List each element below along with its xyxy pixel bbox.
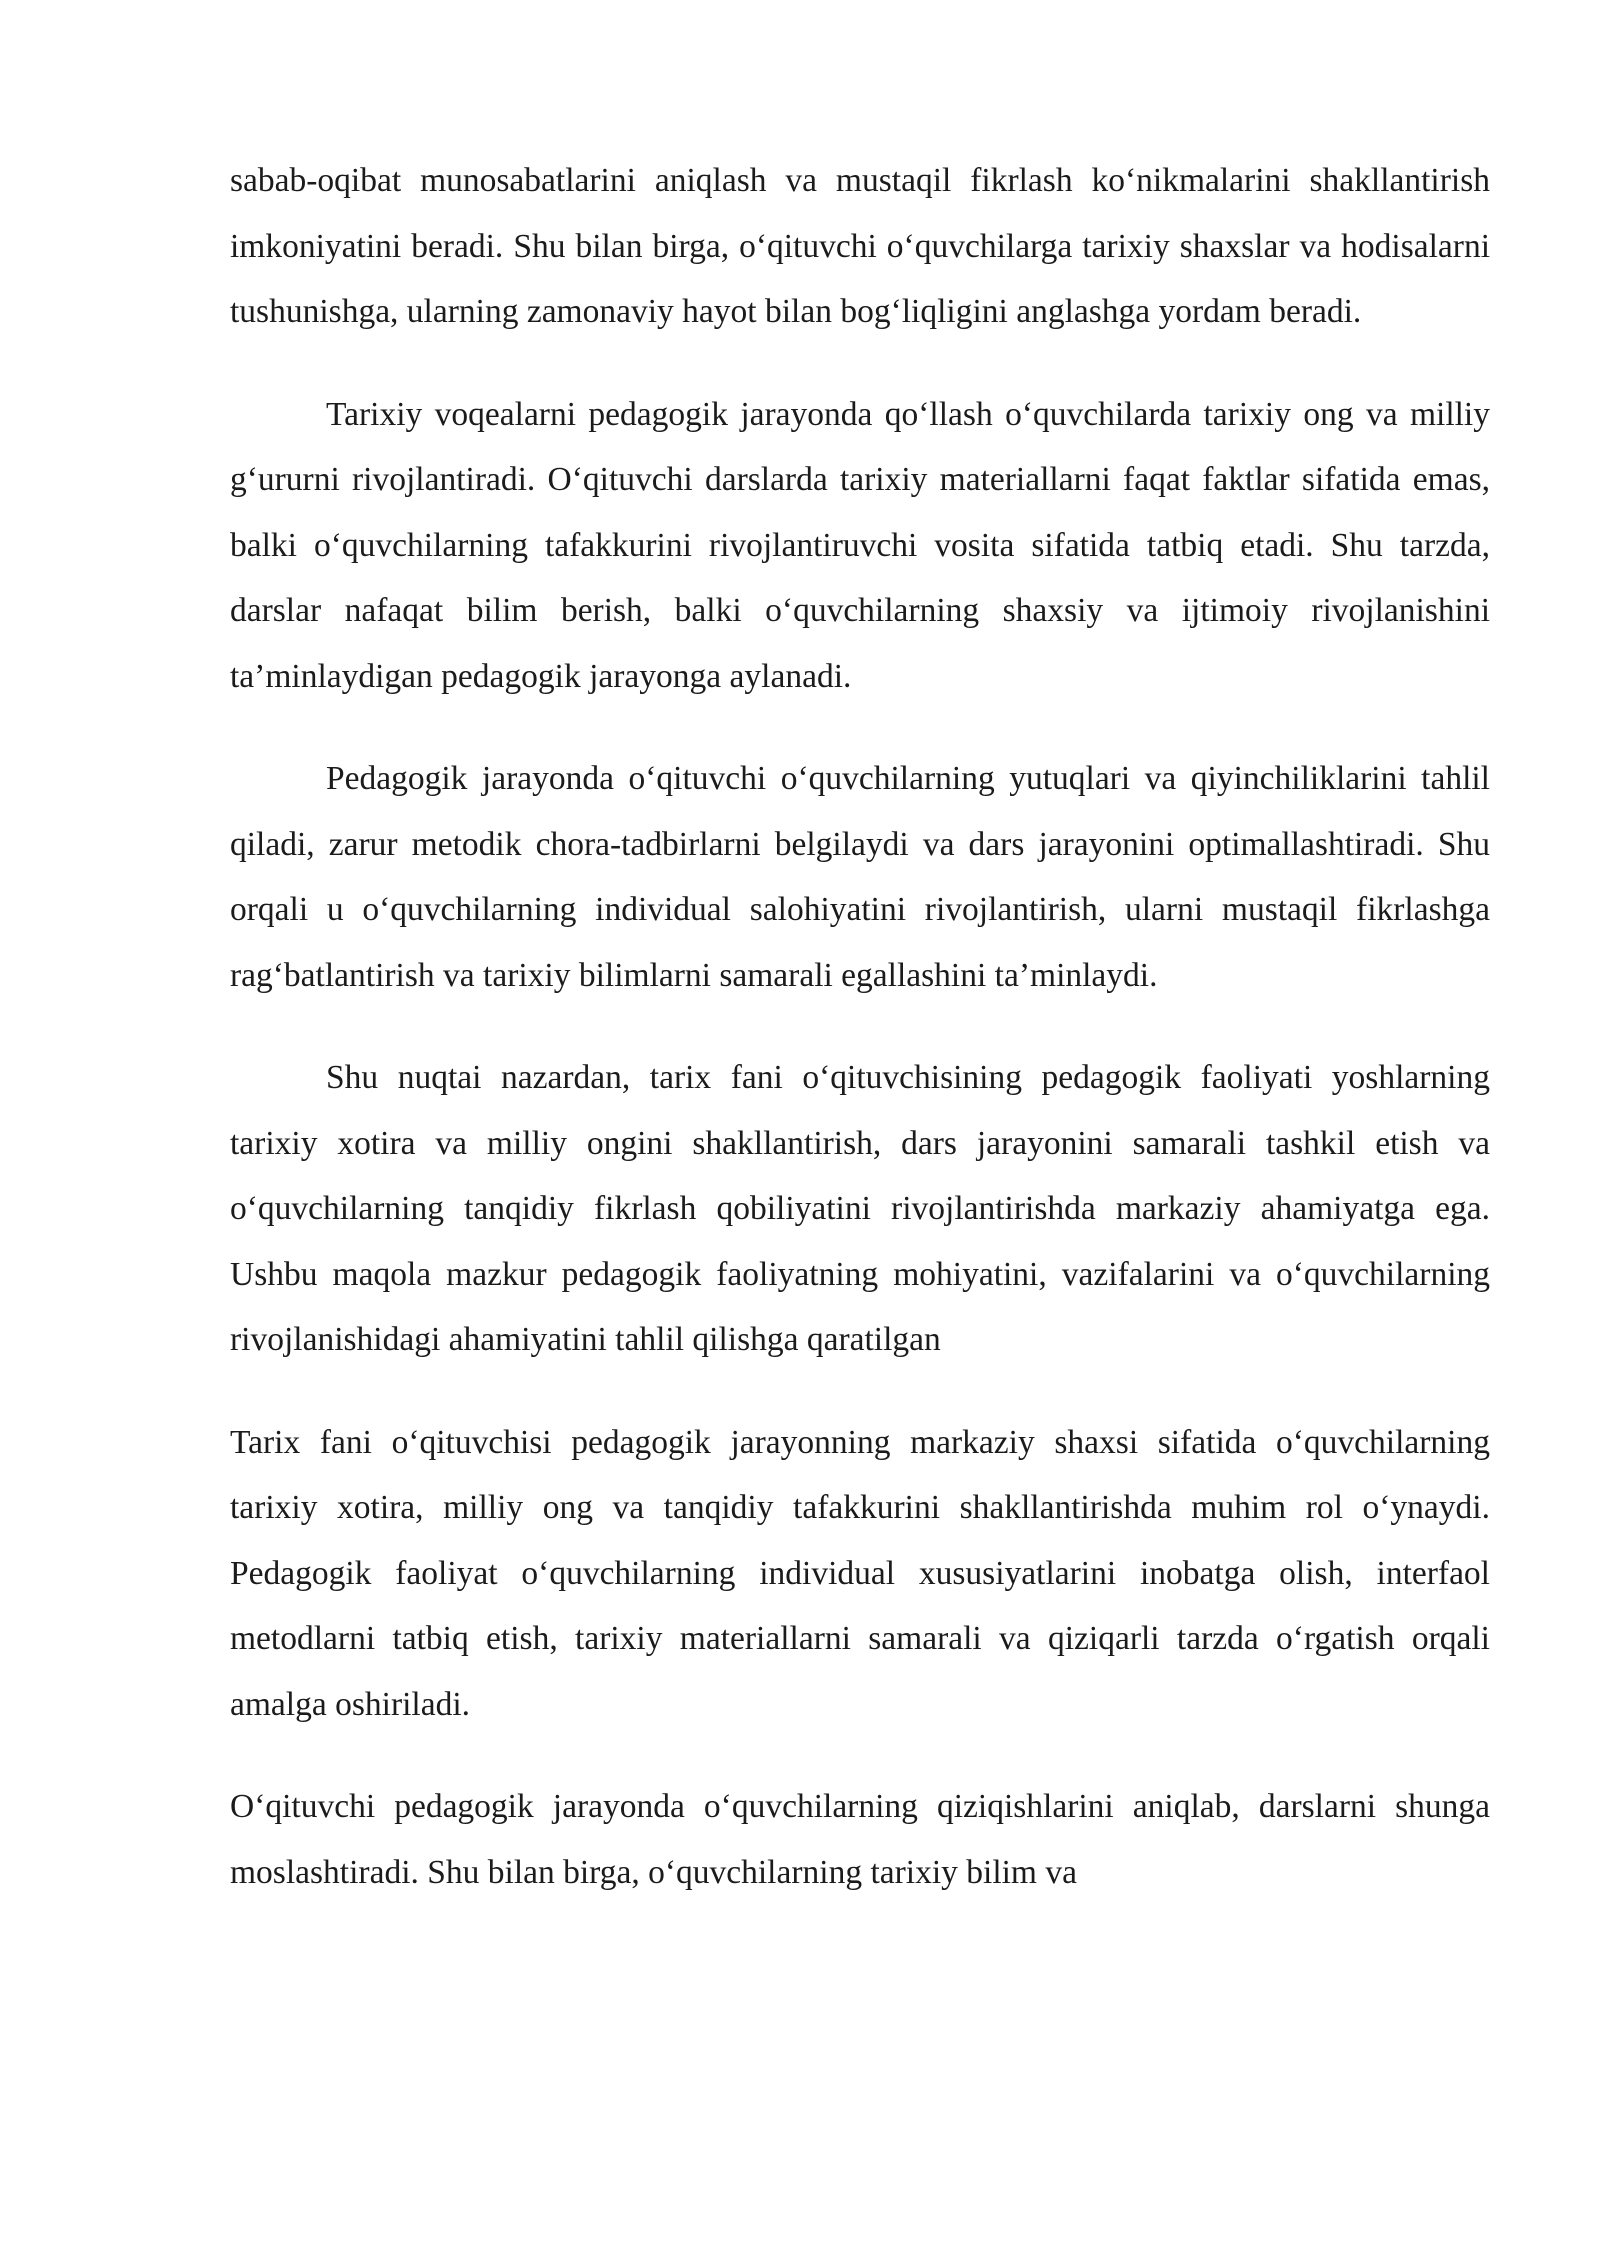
- paragraph-5: Tarix fani o‘qituvchisi pedagogik jarayonning markaziy shaxsi sifatida o‘quvchilarning tarixiy xotira, milliy ong va tanqidiy tafakkurini shakllantirishda muhim rol o‘ynaydi. Pedagogik faoliyat o‘quvchilarning individual xususiyatlarini inobatga olish, interfaol metodlarni tatbiq etish, tarixiy materiallarni samarali va qiziqarli tarzda o‘rgatish orqali amalga oshiriladi.: [230, 1423, 1490, 1723]
- paragraph-1: sabab-oqibat munosabatlarini aniqlash va mustaqil fikrlash ko‘nikmalarini shakllantirish imkoniyatini beradi. Shu bilan birga, o‘qituvchi o‘quvchilarga tarixiy shaxslar va hodisalarni tushunishga, ularning zamonaviy hayot bilan bog‘liqligini anglashga yordam beradi.: [230, 162, 1490, 330]
- document-page: [230, 148, 1490, 1905]
- paragraph-2: Tarixiy voqealarni pedagogik jarayonda qo‘llash o‘quvchilarda tarixiy ong va milliy g‘ururni rivojlantiradi. O‘qituvchi darslarda tarixiy materiallarni faqat faktlar sifatida emas, balki o‘quvchilarning tafakkurini rivojlantiruvchi vosita sifatida tatbiq etadi. Shu tarzda, darslar nafaqat bilim berish, balki o‘quvchilarning shaxsiy va ijtimoiy rivojlanishini ta’minlaydigan pedagogik jarayonga aylanadi.: [230, 395, 1490, 695]
- paragraph-4: Shu nuqtai nazardan, tarix fani o‘qituvchisining pedagogik faoliyati yoshlarning tarixiy xotira va milliy ongini shakllantirish, dars jarayonini samarali tashkil etish va o‘quvchilarning tanqidiy fikrlash qobiliyatini rivojlantirishda markaziy ahamiyatga ega. Ushbu maqola mazkur pedagogik faoliyatning mohiyatini, vazifalarini va o‘quvchilarning rivojlanishidagi ahamiyatini tahlil qilishga qaratilgan: [230, 1059, 1490, 1358]
- paragraph-3: Pedagogik jarayonda o‘qituvchi o‘quvchilarning yutuqlari va qiyinchiliklarini tahlil qiladi, zarur metodik chora-tadbirlarni belgilaydi va dars jarayonini optimallashtiradi. Shu orqali u o‘quvchilarning individual salohiyatini rivojlantirish, ularni mustaqil fikrlashga rag‘batlantirish va tarixiy bilimlarni samarali egallashini ta’minlaydi.: [230, 760, 1490, 994]
- paragraph-6: O‘qituvchi pedagogik jarayonda o‘quvchilarning qiziqishlarini aniqlab, darslarni shunga moslashtiradi. Shu bilan birga, o‘quvchilarning tarixiy bilim va: [230, 1788, 1490, 1891]
